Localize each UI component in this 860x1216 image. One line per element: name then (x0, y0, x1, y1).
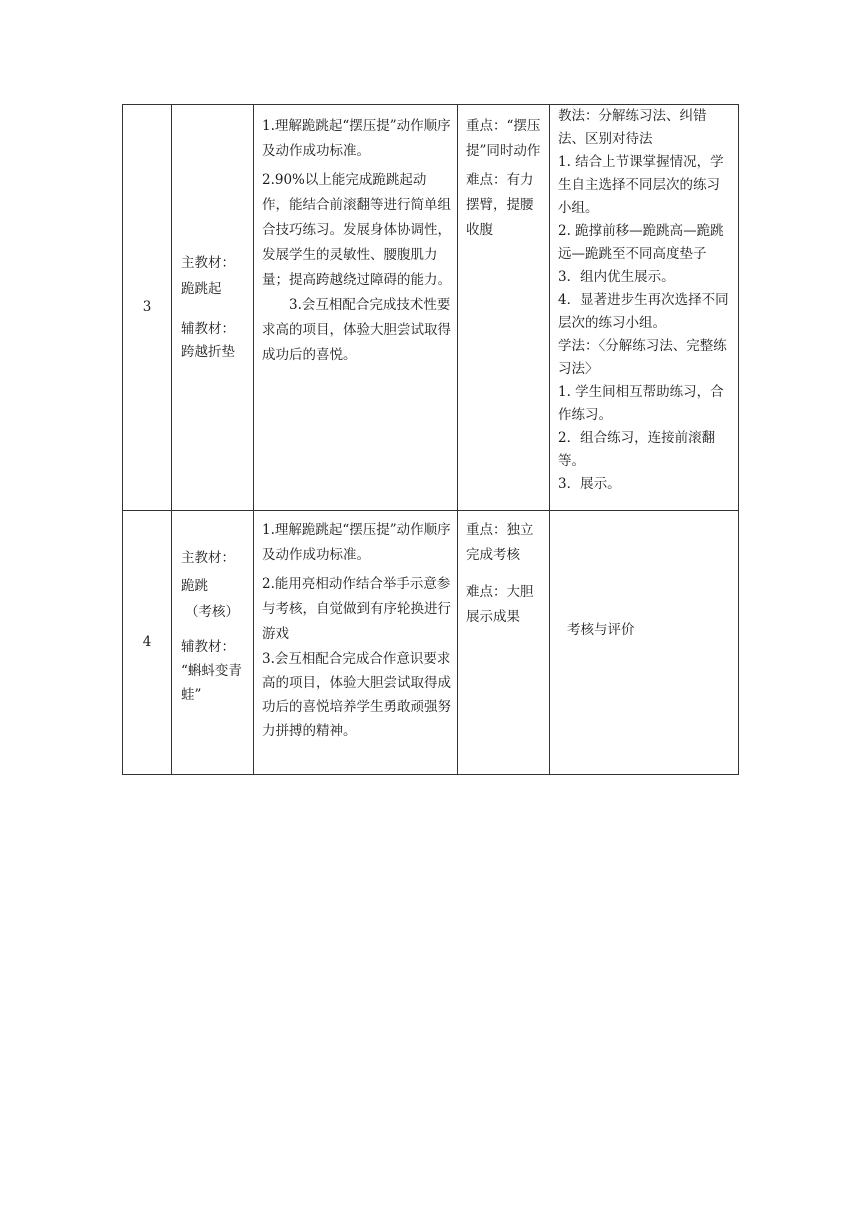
difficulty-point: 难点：大胆展示成果 (466, 584, 534, 625)
methods-cell (550, 511, 739, 775)
aux-material-label: 辅教材： (181, 639, 235, 655)
method-item: 1. 结合上节课掌握情况，学生自主选择不同层次的练习小组。 (558, 154, 724, 216)
aux-material-label: 辅教材： (181, 320, 235, 337)
objective-item: 3.会互相配合完成技术性要求高的项目，体验大胆尝试取得成功后的喜悦。 (262, 297, 451, 363)
aux-material-value: “蝌蚪变青蛙” (181, 663, 242, 703)
main-material-label: 主教材： (181, 550, 235, 566)
difficulty-point: 难点：有力摆臂，提腰收腹 (466, 172, 534, 238)
method-item: 学法：〈分解练习法、完整练习法〉 (558, 338, 727, 377)
lesson-number: 3 (123, 105, 172, 511)
lesson-number: 4 (123, 511, 172, 775)
table-row (123, 105, 739, 511)
objective-item: 1.理解跪跳起“摆压提”动作顺序及动作成功标准。 (262, 522, 451, 563)
methods-cell (550, 105, 739, 511)
method-item: 1. 学生间相互帮助练习，合作练习。 (558, 384, 724, 423)
method-item: 2．组合练习，连接前滚翻等。 (558, 430, 716, 469)
method-item: 考核与评价 (567, 621, 635, 638)
key-points-cell (458, 511, 550, 775)
main-material-note: （考核） (185, 604, 239, 620)
method-item: 4．显著进步生再次选择不同层次的练习小组。 (558, 292, 729, 331)
objective-item: 2.90%以上能完成跪跳起动作，能结合前滚翻等进行简单组合技巧练习。发展身体协调性，发展学生的灵敏性、腰腹肌力量；提高跨越绕过障碍的能力。 (262, 172, 451, 288)
material-cell (172, 511, 254, 775)
material-cell (172, 105, 254, 511)
objectives-cell (254, 511, 458, 775)
aux-material-value: 跨越折垫 (181, 343, 235, 360)
main-material-label: 主教材： (181, 254, 235, 271)
method-item: 2. 跪撑前移—跪跳高—跪跳远—跪跳至不同高度垫子 (558, 223, 724, 262)
main-material-value: 跪跳 (181, 578, 208, 594)
method-item: 教法：分解练习法、纠错法、区别对待法 (558, 108, 707, 147)
objectives-cell (254, 105, 458, 511)
method-item: 3．组内优生展示。 (558, 269, 675, 285)
objective-item: 1.理解跪跳起“摆压提”动作顺序及动作成功标准。 (262, 118, 451, 159)
table-row (123, 511, 739, 775)
lesson-plan-table (122, 104, 739, 775)
objective-item: 2.能用亮相动作结合举手示意参与考核，自觉做到有序轮换进行游戏 (262, 576, 451, 642)
objective-item: 3.会互相配合完成合作意识要求高的项目，体验大胆尝试取得成功后的喜悦培养学生勇敢顽强努力拼搏的精神。 (262, 651, 451, 739)
key-points-cell (458, 105, 550, 511)
focus-point: 重点：独立完成考核 (466, 522, 534, 563)
focus-point: 重点：“摆压提”同时动作 (466, 118, 541, 159)
main-material-value: 跪跳起 (181, 280, 222, 297)
method-item: 3．展示。 (558, 476, 621, 492)
